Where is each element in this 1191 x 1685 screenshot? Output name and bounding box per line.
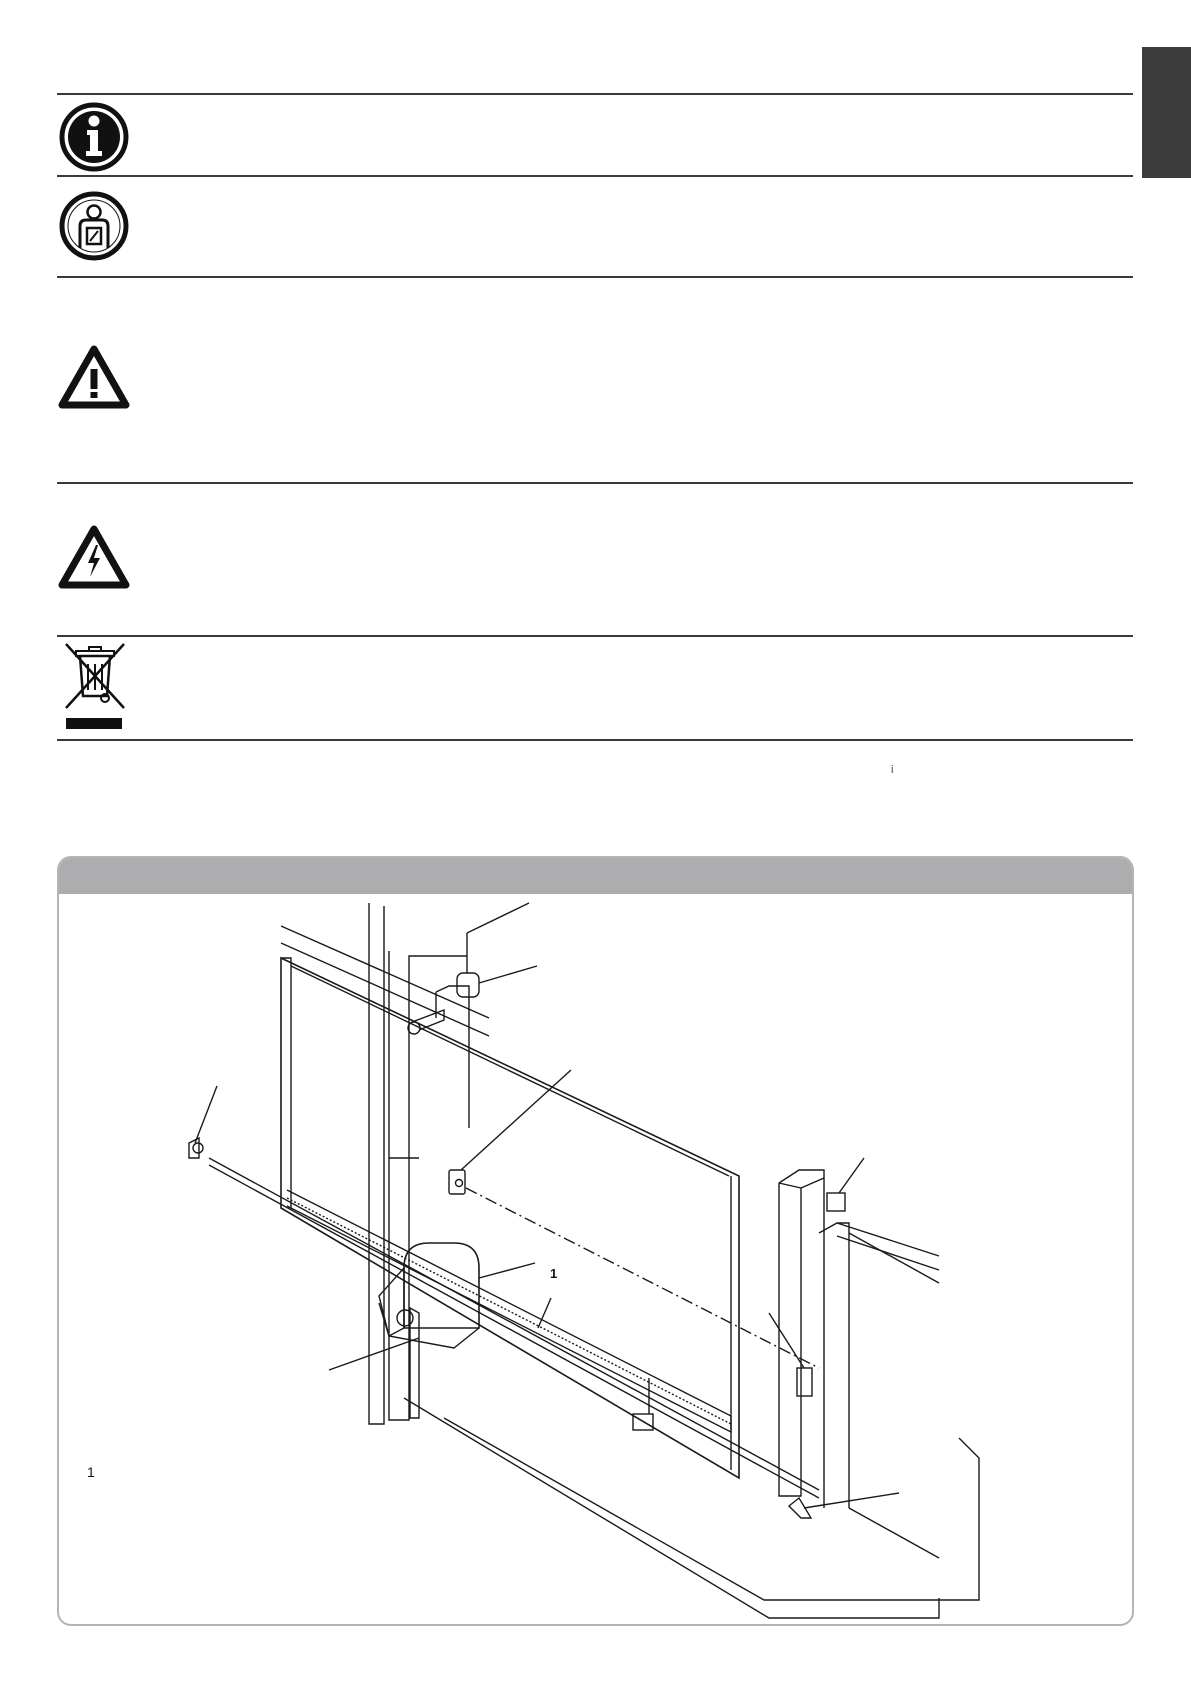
qualified-technician-icon	[58, 190, 130, 262]
motor-callout-label: 1	[550, 1266, 558, 1281]
figure-caption-number: 1	[87, 1464, 95, 1480]
divider	[57, 276, 1133, 278]
divider	[57, 739, 1133, 741]
divider	[57, 93, 1133, 95]
divider	[57, 175, 1133, 177]
weee-crossed-bin-icon	[62, 642, 128, 732]
info-icon	[58, 101, 130, 173]
divider	[57, 482, 1133, 484]
stray-mark: i	[891, 764, 894, 776]
language-tab	[1142, 47, 1191, 178]
figure-panel	[57, 856, 1134, 1626]
warning-triangle-icon	[58, 345, 130, 411]
divider	[57, 635, 1133, 637]
sliding-gate-installation-diagram	[59, 858, 1134, 1626]
electric-hazard-icon	[58, 525, 130, 591]
